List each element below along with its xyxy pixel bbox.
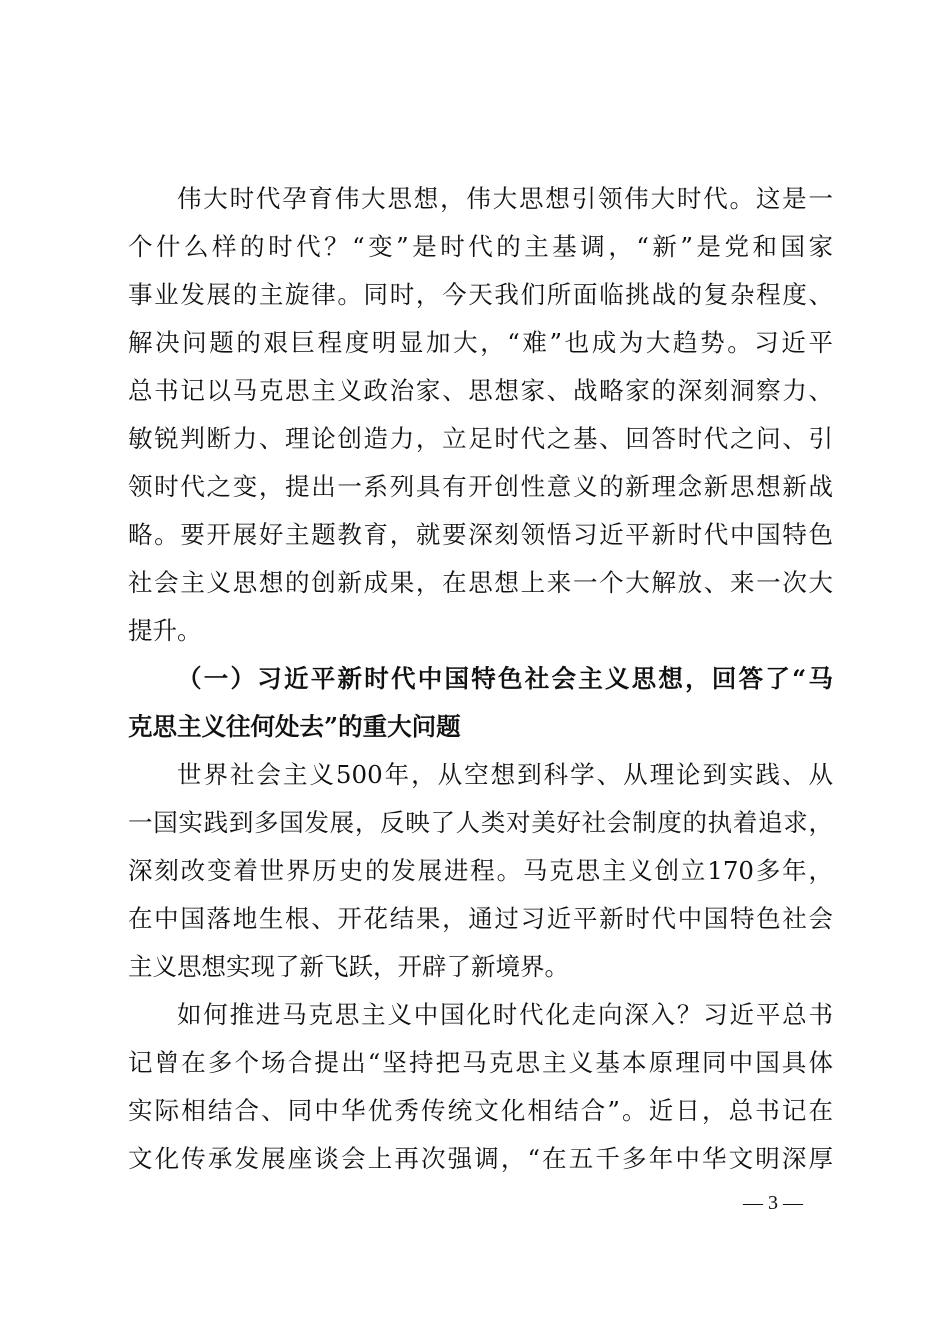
text-line: 实际相结合、同中华优秀传统文化相结合”。近日，总书记在 [128,1096,833,1125]
text-line: 敏锐判断力、理论创造力，立足时代之基、回答时代之问、引 [128,424,833,453]
text-line: 在中国落地生根、开花结果，通过习近平新时代中国特色社会 [128,904,833,933]
text-line: 个什么样的时代？“变”是时代的主基调，“新”是党和国家 [128,232,833,261]
text-line: 总书记以马克思主义政治家、思想家、战略家的深刻洞察力、 [128,376,833,405]
paragraph-intro [128,175,833,655]
paragraph-world-socialism [128,751,833,991]
text-line: 记曾在多个场合提出“坚持把马克思主义基本原理同中国具体 [128,1048,833,1077]
text-line: 深刻改变着世界历史的发展进程。马克思主义创立170多年， [128,856,833,885]
text-line: 领时代之变，提出一系列具有开创性意义的新理念新思想新战 [128,472,833,501]
text-line: 如何推进马克思主义中国化时代化走向深入？习近平总书 [177,1000,833,1029]
text-line: 伟大时代孕育伟大思想，伟大思想引领伟大时代。这是一 [177,184,833,213]
heading-line: （一）习近平新时代中国特色社会主义思想，回答了“马 [177,664,833,693]
text-line: 提升。 [128,616,202,645]
text-line: 解决问题的艰巨程度明显加大，“难”也成为大趋势。习近平 [128,328,833,357]
paragraph-sinicization [128,991,833,1183]
text-line: 一国实践到多国发展，反映了人类对美好社会制度的执着追求， [128,808,833,837]
section-heading [128,655,833,751]
heading-line: 克思主义往何处去”的重大问题 [128,712,461,741]
text-line: 社会主义思想的创新成果，在思想上来一个大解放、来一次大 [128,568,833,597]
page-number: — 3 — [743,1192,803,1214]
text-line: 事业发展的主旋律。同时，今天我们所面临挑战的复杂程度、 [128,280,833,309]
text-line: 文化传承发展座谈会上再次强调，“在五千多年中华文明深厚 [128,1144,833,1173]
text-line: 略。要开展好主题教育，就要深刻领悟习近平新时代中国特色 [128,520,833,549]
text-line: 世界社会主义500年，从空想到科学、从理论到实践、从 [177,760,833,789]
text-line: 主义思想实现了新飞跃，开辟了新境界。 [128,952,569,981]
body-text [128,175,833,1183]
